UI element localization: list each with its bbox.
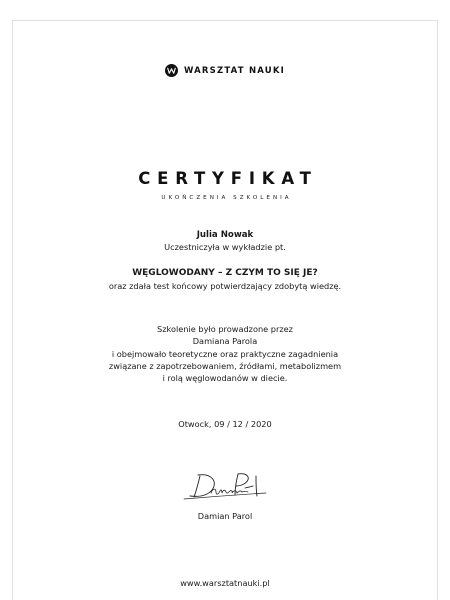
- website-link[interactable]: www.warsztatnauki.pl: [180, 578, 270, 588]
- logo-mark-icon: [165, 64, 178, 77]
- certificate-subtitle: UKOŃCZENIA SZKOLENIA: [161, 195, 292, 201]
- w-letter-icon: [167, 67, 176, 74]
- issue-date: Otwock, 09 / 12 / 2020: [178, 419, 272, 429]
- passed-line: oraz zdała test końcowy potwierdzający zdobytą wiedzę.: [108, 281, 342, 291]
- attended-line: Uczestniczyła w wykładzie pt.: [164, 242, 286, 252]
- brand-name: WARSZTAT NAUKI: [183, 65, 286, 76]
- handwritten-signature: [178, 466, 274, 508]
- description-line: Szkolenie było prowadzone przez: [157, 324, 293, 334]
- description-line: Damiana Parola: [192, 336, 258, 347]
- signatory-name: Damian Parol: [197, 511, 253, 521]
- participant-name: Julia Nowak: [196, 230, 254, 240]
- brand-logo: [0, 64, 450, 77]
- description-line: związane z zapotrzebowaniem, źródłami, metabolizmem: [108, 360, 342, 371]
- course-description: [0, 323, 450, 384]
- certificate-title: CERTYFIKAT: [138, 169, 318, 188]
- description-line: i obejmowało teoretyczne oraz praktyczne zagadnienia: [111, 348, 339, 359]
- course-title: WĘGLOWODANY – Z CZYM TO SIĘ JE?: [132, 268, 318, 278]
- description-line: i rolą węglowodanów w diecie.: [162, 373, 288, 384]
